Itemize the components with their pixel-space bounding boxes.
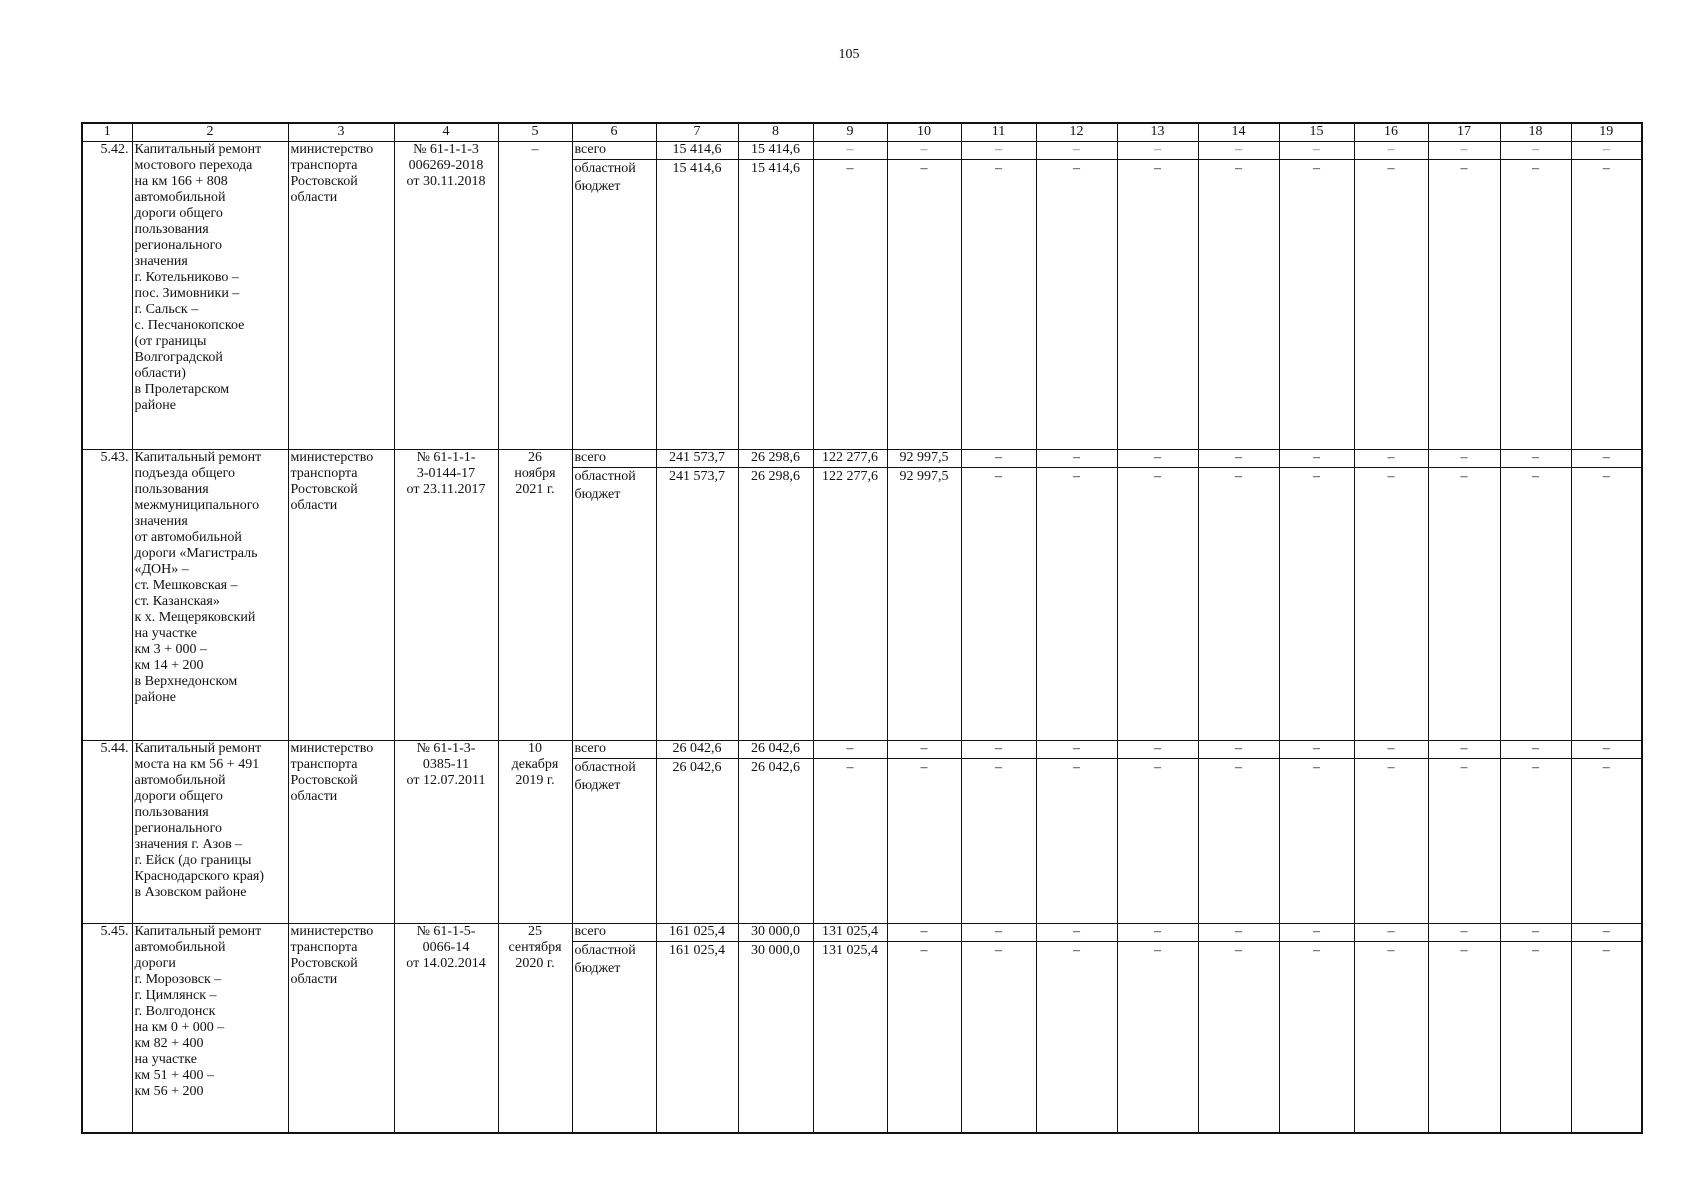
completion-date: 10 декабря 2019 г. bbox=[498, 741, 572, 924]
column-header-11: 11 bbox=[961, 123, 1036, 142]
value-cell: – bbox=[813, 759, 887, 924]
row-number: 5.43. bbox=[82, 450, 132, 741]
value-cell: 26 298,6 bbox=[738, 468, 813, 741]
header-row bbox=[82, 123, 1642, 142]
value-cell: – bbox=[1354, 942, 1428, 1133]
object-name: Капитальный ремонт автомобильной дороги г. Морозовск – г. Цимлянск – г. Волгодонск на км 0 + 000 – км 82 + 400 на участке км 51 + 400 – км 56 + 200 bbox=[132, 924, 288, 1133]
value-cell: – bbox=[813, 142, 887, 160]
value-cell: 26 042,6 bbox=[656, 741, 738, 759]
column-header-17: 17 bbox=[1428, 123, 1500, 142]
value-cell: – bbox=[1354, 924, 1428, 942]
value-cell: – bbox=[813, 741, 887, 759]
column-header-18: 18 bbox=[1500, 123, 1571, 142]
agency: министерство транспорта Ростовской области bbox=[288, 741, 394, 924]
value-cell: – bbox=[1036, 942, 1117, 1133]
column-header-3: 3 bbox=[288, 123, 394, 142]
row-number: 5.45. bbox=[82, 924, 132, 1133]
value-cell: – bbox=[1117, 468, 1198, 741]
completion-date: – bbox=[498, 142, 572, 450]
value-cell: – bbox=[1117, 924, 1198, 942]
value-cell: 15 414,6 bbox=[738, 142, 813, 160]
value-cell: – bbox=[887, 142, 961, 160]
object-name: Капитальный ремонт моста на км 56 + 491 автомобильной дороги общего пользования регионального значения г. Азов – г. Ейск (до границы Краснодарского края) в Азовском районе bbox=[132, 741, 288, 924]
value-cell: – bbox=[1117, 142, 1198, 160]
funding-source: областной бюджет bbox=[572, 759, 656, 924]
value-cell: – bbox=[1036, 450, 1117, 468]
funding-source: областной бюджет bbox=[572, 468, 656, 741]
value-cell: – bbox=[1036, 142, 1117, 160]
value-cell: – bbox=[1571, 142, 1642, 160]
value-cell: – bbox=[1500, 142, 1571, 160]
funding-source: всего bbox=[572, 142, 656, 160]
column-header-7: 7 bbox=[656, 123, 738, 142]
agency: министерство транспорта Ростовской области bbox=[288, 924, 394, 1133]
page-number: 105 bbox=[838, 47, 860, 62]
row-number: 5.42. bbox=[82, 142, 132, 450]
value-cell: – bbox=[961, 759, 1036, 924]
value-cell: 131 025,4 bbox=[813, 924, 887, 942]
value-cell: – bbox=[887, 759, 961, 924]
value-cell: – bbox=[1571, 468, 1642, 741]
funding-source: областной бюджет bbox=[572, 160, 656, 450]
doc-number: № 61-1-5- 0066-14 от 14.02.2014 bbox=[394, 924, 498, 1133]
value-cell: – bbox=[1428, 942, 1500, 1133]
column-header-6: 6 bbox=[572, 123, 656, 142]
value-cell: 30 000,0 bbox=[738, 942, 813, 1133]
completion-date: 25 сентября 2020 г. bbox=[498, 924, 572, 1133]
value-cell: 131 025,4 bbox=[813, 942, 887, 1133]
value-cell: 122 277,6 bbox=[813, 450, 887, 468]
value-cell: 161 025,4 bbox=[656, 924, 738, 942]
value-cell: – bbox=[1279, 942, 1354, 1133]
value-cell: – bbox=[1279, 741, 1354, 759]
value-cell: – bbox=[1500, 160, 1571, 450]
value-cell: – bbox=[1500, 759, 1571, 924]
value-cell: – bbox=[1117, 942, 1198, 1133]
value-cell: – bbox=[887, 924, 961, 942]
value-cell: – bbox=[1279, 759, 1354, 924]
value-cell: – bbox=[1571, 160, 1642, 450]
value-cell: – bbox=[961, 924, 1036, 942]
value-cell: 15 414,6 bbox=[656, 142, 738, 160]
table-body bbox=[82, 123, 1642, 1133]
value-cell: 15 414,6 bbox=[656, 160, 738, 450]
table-row bbox=[82, 142, 1642, 160]
value-cell: – bbox=[1428, 759, 1500, 924]
funding-source: всего bbox=[572, 741, 656, 759]
value-cell: – bbox=[1198, 741, 1279, 759]
completion-date: 26 ноября 2021 г. bbox=[498, 450, 572, 741]
value-cell: – bbox=[1279, 924, 1354, 942]
value-cell: – bbox=[1428, 924, 1500, 942]
column-header-10: 10 bbox=[887, 123, 961, 142]
budget-table bbox=[81, 122, 1643, 1134]
agency: министерство транспорта Ростовской области bbox=[288, 450, 394, 741]
value-cell: – bbox=[1279, 142, 1354, 160]
value-cell: – bbox=[1354, 741, 1428, 759]
column-header-13: 13 bbox=[1117, 123, 1198, 142]
doc-number: № 61-1-1-3 006269-2018 от 30.11.2018 bbox=[394, 142, 498, 450]
value-cell: – bbox=[1279, 468, 1354, 741]
value-cell: – bbox=[1198, 924, 1279, 942]
value-cell: – bbox=[961, 468, 1036, 741]
value-cell: – bbox=[1117, 759, 1198, 924]
value-cell: – bbox=[1500, 468, 1571, 741]
agency: министерство транспорта Ростовской области bbox=[288, 142, 394, 450]
value-cell: – bbox=[1428, 142, 1500, 160]
value-cell: – bbox=[1571, 741, 1642, 759]
value-cell: – bbox=[1428, 160, 1500, 450]
value-cell: 15 414,6 bbox=[738, 160, 813, 450]
value-cell: – bbox=[887, 160, 961, 450]
table-row bbox=[82, 924, 1642, 942]
value-cell: 26 042,6 bbox=[738, 759, 813, 924]
value-cell: – bbox=[1279, 160, 1354, 450]
value-cell: – bbox=[1198, 468, 1279, 741]
value-cell: – bbox=[1198, 942, 1279, 1133]
value-cell: 92 997,5 bbox=[887, 468, 961, 741]
value-cell: – bbox=[961, 450, 1036, 468]
value-cell: 26 042,6 bbox=[738, 741, 813, 759]
value-cell: – bbox=[1198, 160, 1279, 450]
value-cell: – bbox=[1428, 450, 1500, 468]
value-cell: – bbox=[1571, 450, 1642, 468]
value-cell: – bbox=[961, 942, 1036, 1133]
value-cell: – bbox=[1198, 450, 1279, 468]
value-cell: – bbox=[1354, 160, 1428, 450]
value-cell: 30 000,0 bbox=[738, 924, 813, 942]
value-cell: – bbox=[1198, 759, 1279, 924]
row-number: 5.44. bbox=[82, 741, 132, 924]
object-name: Капитальный ремонт мостового перехода на км 166 + 808 автомобильной дороги общего пользования регионального значения г. Котельниково – пос. Зимовники – г. Сальск – с. Песчанокопское (от границы Волгоградской области) в Пролетарском районе bbox=[132, 142, 288, 450]
value-cell: 26 298,6 bbox=[738, 450, 813, 468]
value-cell: – bbox=[1036, 160, 1117, 450]
value-cell: 161 025,4 bbox=[656, 942, 738, 1133]
funding-source: всего bbox=[572, 450, 656, 468]
value-cell: – bbox=[1500, 942, 1571, 1133]
column-header-2: 2 bbox=[132, 123, 288, 142]
value-cell: – bbox=[961, 142, 1036, 160]
value-cell: – bbox=[1354, 759, 1428, 924]
value-cell: 92 997,5 bbox=[887, 450, 961, 468]
value-cell: – bbox=[1571, 924, 1642, 942]
value-cell: 122 277,6 bbox=[813, 468, 887, 741]
value-cell: 241 573,7 bbox=[656, 468, 738, 741]
value-cell: – bbox=[1117, 160, 1198, 450]
value-cell: – bbox=[813, 160, 887, 450]
object-name: Капитальный ремонт подъезда общего пользования межмуниципального значения от автомобильной дороги «Магистраль «ДОН» – ст. Мешковская – ст. Казанская» к х. Мещеряковский на участке км 3 + 000 – км 14 + 200 в Верхнедонском районе bbox=[132, 450, 288, 741]
funding-source: областной бюджет bbox=[572, 942, 656, 1133]
value-cell: – bbox=[1354, 468, 1428, 741]
value-cell: – bbox=[887, 942, 961, 1133]
table-row bbox=[82, 450, 1642, 468]
value-cell: – bbox=[1198, 142, 1279, 160]
column-header-4: 4 bbox=[394, 123, 498, 142]
value-cell: – bbox=[961, 741, 1036, 759]
value-cell: – bbox=[1571, 942, 1642, 1133]
value-cell: – bbox=[1036, 468, 1117, 741]
column-header-15: 15 bbox=[1279, 123, 1354, 142]
value-cell: – bbox=[1036, 741, 1117, 759]
value-cell: – bbox=[1428, 741, 1500, 759]
column-header-9: 9 bbox=[813, 123, 887, 142]
value-cell: – bbox=[1036, 924, 1117, 942]
column-header-16: 16 bbox=[1354, 123, 1428, 142]
value-cell: – bbox=[1279, 450, 1354, 468]
column-header-19: 19 bbox=[1571, 123, 1642, 142]
column-header-8: 8 bbox=[738, 123, 813, 142]
value-cell: 241 573,7 bbox=[656, 450, 738, 468]
value-cell: – bbox=[887, 741, 961, 759]
doc-number: № 61-1-3- 0385-11 от 12.07.2011 bbox=[394, 741, 498, 924]
column-header-1: 1 bbox=[82, 123, 132, 142]
value-cell: – bbox=[1500, 924, 1571, 942]
table-row bbox=[82, 741, 1642, 759]
value-cell: – bbox=[1500, 741, 1571, 759]
value-cell: – bbox=[1117, 741, 1198, 759]
value-cell: – bbox=[1354, 450, 1428, 468]
value-cell: – bbox=[1036, 759, 1117, 924]
value-cell: – bbox=[1117, 450, 1198, 468]
column-header-5: 5 bbox=[498, 123, 572, 142]
value-cell: – bbox=[1354, 142, 1428, 160]
value-cell: – bbox=[961, 160, 1036, 450]
column-header-12: 12 bbox=[1036, 123, 1117, 142]
column-header-14: 14 bbox=[1198, 123, 1279, 142]
value-cell: – bbox=[1428, 468, 1500, 741]
value-cell: – bbox=[1500, 450, 1571, 468]
value-cell: – bbox=[1571, 759, 1642, 924]
funding-source: всего bbox=[572, 924, 656, 942]
value-cell: 26 042,6 bbox=[656, 759, 738, 924]
doc-number: № 61-1-1- 3-0144-17 от 23.11.2017 bbox=[394, 450, 498, 741]
